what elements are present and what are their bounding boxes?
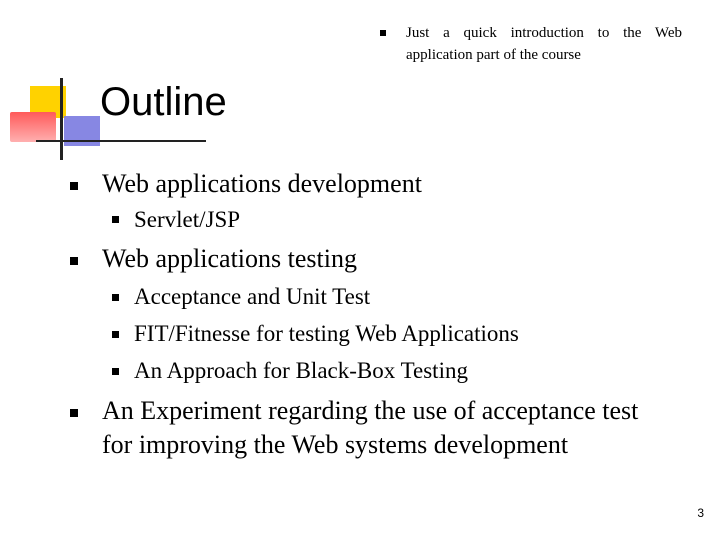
sub-bullet-icon [112, 331, 119, 338]
note-bullet-icon [380, 30, 386, 36]
page-number: 3 [697, 506, 704, 520]
sub-bullet-item: FIT/Fitnesse for testing Web Applications [134, 321, 519, 346]
sub-bullet-item: An Approach for Black-Box Testing [134, 358, 468, 383]
logo-red-square [10, 112, 56, 142]
logo-horizontal-line [36, 140, 206, 142]
bullet-icon [70, 257, 78, 265]
sub-bullet-icon [112, 368, 119, 375]
header-note: Just a quick introduction to the Web application part of the course [406, 25, 682, 63]
bullet-item: Web applications development [102, 169, 422, 198]
bullet-icon [70, 182, 78, 190]
bullet-item-line1: An Experiment regarding the use of acceptance test [102, 396, 639, 425]
slide-title: Outline [100, 80, 227, 124]
bullet-item: Web applications testing [102, 244, 357, 273]
bullet-item-line2: for improving the Web systems development [102, 430, 569, 459]
bullet-icon [70, 409, 78, 417]
logo-vertical-line [60, 78, 63, 160]
sub-bullet-icon [112, 216, 119, 223]
sub-bullet-item: Servlet/JSP [134, 207, 241, 232]
sub-bullet-item: Acceptance and Unit Test [134, 284, 371, 309]
sub-bullet-icon [112, 294, 119, 301]
